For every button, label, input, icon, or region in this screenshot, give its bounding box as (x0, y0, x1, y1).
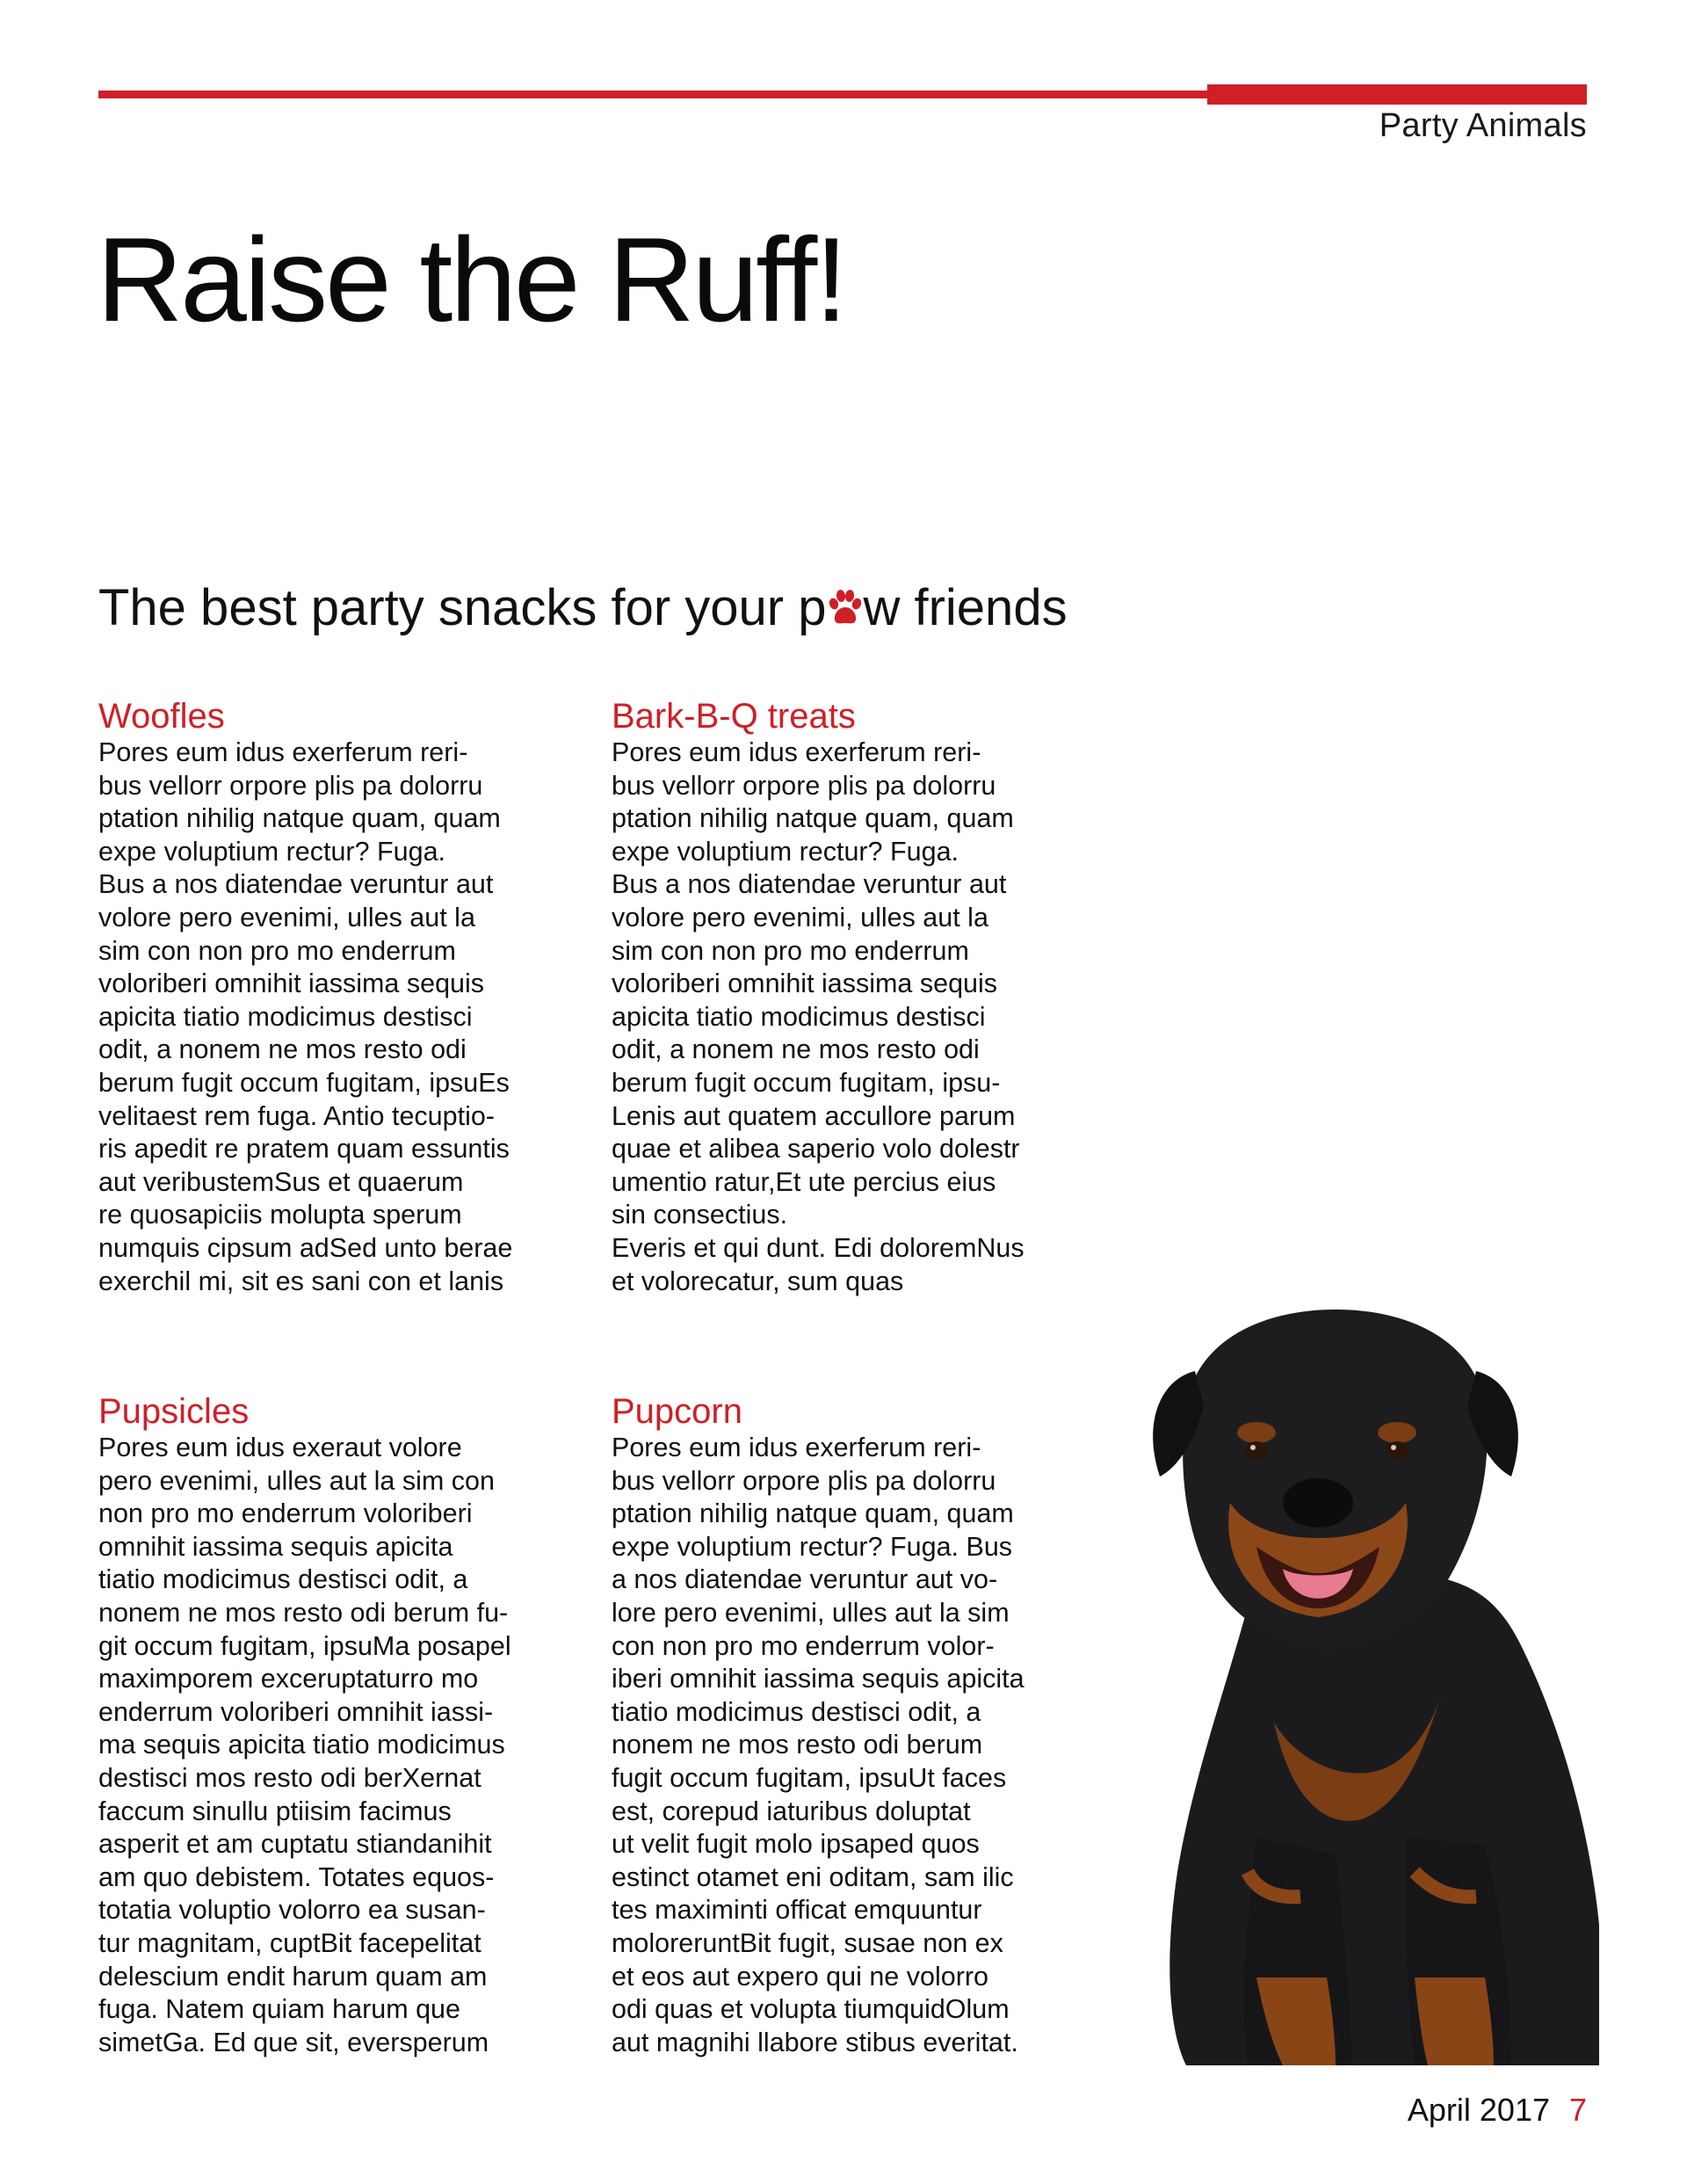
article-paragraph: Pores eum idus exerferum reri- bus vellorr orpore plis pa dolorru ptation nihilig natque quam, quam expe voluptium rectur? Fuga. (612, 737, 1014, 867)
subtitle-text-start: The best party snacks for your p (98, 579, 827, 636)
page-number: 7 (1568, 2092, 1587, 2128)
paw-icon (828, 584, 861, 628)
article-paragraph: Everis et qui dunt. Edi doloremNus et volorecatur, sum quas (612, 1232, 1025, 1296)
rottweiler-photo (1125, 1310, 1599, 2065)
header-rule (98, 91, 1207, 98)
subtitle-text-end: w friends (863, 579, 1068, 636)
article-paragraph: Pores eum idus exeraut volore pero evenimi, ulles aut la sim con non pro mo enderrum voloriberi omnihit iassima sequis apicita tiatio modicimus destisci odit, a nonem ne mos resto odi berum fu- git occum fugitam, ipsuMa posapel maximporem exceruptaturro mo enderrum voloriberi omnihit iassi- ma sequis apicita tiatio modicimus destisci mos resto odi berXernat faccum sinullu ptiisim facimus asperit et am cuptatu stiandanihit am quo debistem. Totates equos- totatia voluptio volorro ea susan- tur magnitam, cuptBit facepelitat delescium endit harum quam am fuga. Natem quiam harum que simetGa. Ed que sit, eversperum (98, 1433, 511, 2057)
section-label: Party Animals (1379, 107, 1587, 144)
article-paragraph: Bus a nos diatendae veruntur aut volore pero evenimi, ulles aut la sim con non pro mo enderrum voloriberi omnihit iassima sequis apicita tiatio modicimus destisci odit, a nonem ne mos resto odi berum fugit occum fugitam, ipsuEs velitaest rem fuga. Antio tecuptio- ris apedit re pratem quam essuntis aut veribustemSus et quaerum re quosapiciis molupta sperum numquis cipsum adSed unto berae exerchil mi, sit es sani con et lanis (98, 869, 513, 1296)
article-paragraph: Pores eum idus exerferum reri- bus vellorr orpore plis pa dolorru ptation nihilig natque quam, quam expe voluptium rectur? Fuga. Bus a nos diatendae veruntur aut vo- lore pero evenimi, ulles aut la sim con non pro mo enderrum volor- iberi omnihit iassima sequis apicita tiatio modicimus destisci odit, a nonem ne mos resto odi berum fugit occum fugitam, ipsuUt faces est, corepud iaturibus doluptat ut velit fugit molo ipsaped quos estinct otamet eni oditam, sam ilic tes maximinti officat emquuntur moloreruntBit fugit, susae non ex et eos aut expero qui ne volorro odi quas et volupta tiumquidOlum aut magnihi llabore stibus everitat. (612, 1433, 1025, 2057)
article-paragraph: Bus a nos diatendae veruntur aut volore pero evenimi, ulles aut la sim con non pro mo enderrum voloriberi omnihit iassima sequis apicita tiatio modicimus destisci odit, a nonem ne mos resto odi berum fugit occum fugitam, ipsu- Lenis aut quatem accullore parum quae et alibea saperio volo dolestr umentio ratur,Et ute percius eius sin consectius. (612, 869, 1020, 1230)
article-pupcorn (612, 1391, 1068, 2059)
article-woofles (98, 696, 555, 1298)
article-pupsicles (98, 1391, 555, 2059)
page-title: Raise the Ruff! (97, 213, 846, 346)
header-rule-accent (1207, 84, 1587, 105)
article-heading: Pupsicles (98, 1392, 250, 1431)
article-paragraph: Pores eum idus exerferum reri- bus vellorr orpore plis pa dolorru ptation nihilig natque quam, quam expe voluptium rectur? Fuga. (98, 737, 501, 867)
article-heading: Woofles (98, 697, 225, 736)
subtitle (98, 580, 1068, 636)
article-bark-b-q-treats (612, 696, 1068, 1298)
article-heading: Bark-B-Q treats (612, 697, 856, 736)
article-heading: Pupcorn (612, 1392, 742, 1431)
footer-date: April 2017 (1407, 2092, 1550, 2128)
